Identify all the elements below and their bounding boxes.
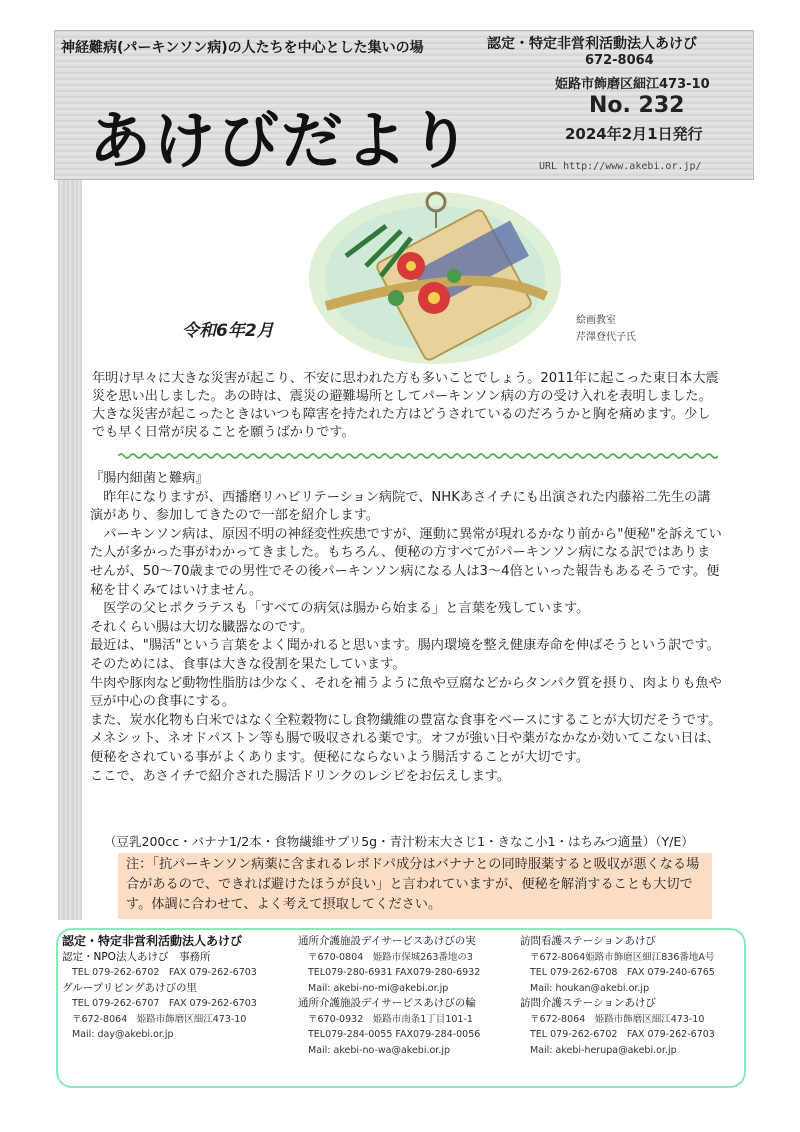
day-service-wa-name: 通所介護施設デイサービスあけびの輪 (298, 997, 476, 1009)
article-heading: 『腸内細菌と難病』 (90, 471, 209, 486)
article-paragraph: 昨年になりますが、西播磨リハビリテーション病院で、NHKあさイチにも出演された内藤裕二先生の講演があり、参加してきたので一部を紹介します。 (90, 489, 711, 524)
footer-org-title: 認定・特定非営利活動法人あけび (62, 934, 243, 948)
wavy-divider (118, 452, 718, 460)
article-paragraph: ここで、あさイチで紹介された腸活ドリンクのレシピをお伝えします。 (90, 768, 511, 784)
footer-column-head-office (62, 934, 257, 1043)
office-name: 認定・NPO法人あけび 事務所 (62, 950, 211, 963)
nursing-station-email[interactable]: Mail: houkan@akebi.or.jp (530, 982, 650, 994)
care-station-address: 〒672-8064 姫路市飾磨区細江473-10 (530, 1013, 705, 1025)
article-paragraph: また、炭水化物も白米ではなく全粒穀物にし食物繊維の豊富な食事をベースにすることが大切だそうです。 (90, 712, 722, 728)
nursing-station-address: 〒672-8064姫路市飾磨区細江836番地A号 (530, 951, 715, 963)
org-address: 姫路市飾磨区細江473-10 (555, 77, 710, 92)
article-paragraph: それくらい腸は大切な臓器なのです。 (90, 619, 314, 635)
article-body (90, 470, 722, 786)
postal-code: 672-8064 (585, 53, 654, 68)
day-service-mi-address: 〒670-0804 姫路市保城263番地の3 (308, 951, 473, 963)
office-phone: TEL 079-262-6702 FAX 079-262-6703 (72, 967, 257, 978)
group-living-phone: TEL 079-262-6707 FAX 079-262-6703 (72, 998, 257, 1009)
article-paragraph: 最近は、"腸活"という言葉をよく聞かれると思います。腸内環境を整え健康寿命を伸ばそうという訳です。そのためには、食事は大きな役割を果たしています。 (90, 638, 720, 672)
caution-note: 注：「抗パーキンソン病薬に含まれるレボドパ成分はバナナとの同時服薬すると吸収が悪くなる場合があるので、できれば避けたほうが良い」と言われていますが、便秘を解消することも大切です。体調に合わせて、よく考えて摂取してください。 (118, 853, 712, 919)
care-station-phone: TEL 079-262-6702 FAX 079-262-6703 (530, 1029, 715, 1040)
contact-footer (56, 928, 746, 1088)
tagline: 神経難病(パーキンソン病)の人たちを中心とした集いの場 (61, 40, 424, 56)
credit-line-2: 芹澤登代子氏 (576, 332, 636, 343)
intro-paragraph: 年明け早々に大きな災害が起こり、不安に思われた方も多いことでしょう。2011年に起こった東日本大震災を思い出しました。あの時は、震災の避難場所としてパーキンソン病の方の受け入れを表明しました。大きな災害が起こったときはいつも障害を持たれた方はどうされているのだろうかと胸を痛めます。少しでも早く日常が戻ることを願うばかりです。 (92, 371, 719, 440)
credit-line-1: 絵画教室 (576, 315, 616, 326)
footer-column-visiting-services (520, 934, 715, 1058)
footer-column-day-services (298, 934, 480, 1058)
day-service-wa-address: 〒670-0932 姫路市南条1丁目101-1 (308, 1013, 473, 1025)
article-paragraph: 医学の父ヒポクラテスも「すべての病気は腸から始まる」と言葉を残しています。 (103, 601, 590, 617)
group-living-address: 〒672-8064 姫路市飾磨区細江473-10 (72, 1013, 247, 1025)
new-year-decoration-illustration (306, 186, 564, 366)
nursing-station-name: 訪問看護ステーションあけび (520, 935, 656, 947)
article-paragraph: パーキンソン病は、原因不明の神経変性疾患ですが、運動に異常が現れるかなり前から"便秘"を訴えていた人が多かった事がわかってきました。もちろん、便秘の方すべてがパーキンソン病になる訳ではありませんが、50〜70歳までの男性でその後パーキンソン病になる人は3〜4倍といった報告もあるそうです。便秘を甘くみてはいけません。 (90, 526, 722, 598)
day-service-mi-name: 通所介護施設デイサービスあけびの実 (298, 935, 476, 947)
day-service-wa-phone: TEL079-284-0055 FAX079-284-0056 (308, 1029, 481, 1040)
website-url[interactable]: URL http://www.akebi.or.jp/ (539, 161, 702, 172)
day-service-mi-phone: TEL079-280-6931 FAX079-280-6932 (308, 967, 481, 978)
month-heading: 令和6年2月 (182, 321, 274, 341)
issue-number: No. 232 (589, 93, 685, 118)
day-service-mi-email[interactable]: Mail: akebi-no-mi@akebi.or.jp (308, 982, 449, 994)
recipe-line: （豆乳200cc・バナナ1/2本・食物繊維サプリ5g・青汁粉末大さじ1・きなこ小1・はちみつ適量）（Y/E） (104, 834, 694, 849)
day-service-wa-email[interactable]: Mail: akebi-no-wa@akebi.or.jp (308, 1044, 451, 1056)
care-station-email[interactable]: Mail: akebi-herupa@akebi.or.jp (530, 1044, 677, 1056)
article-paragraph: 牛肉や豚肉など動物性脂肪は少なく、それを補うように魚や豆腐などからタンパク質を摂り、肉よりも魚や豆が中心の食事にする。 (90, 675, 722, 710)
decorative-stripe (58, 180, 82, 920)
care-station-name: 訪問介護ステーションあけび (520, 997, 656, 1009)
illustration-credit (576, 312, 636, 346)
article-paragraph: メネシット、ネオドパストン等も腸で吸収される薬です。オフが強い日や薬がなかなか効いてこない日は、便秘をされている事がよくあります。便秘にならないよう腸活することが大切です。 (90, 731, 720, 765)
office-email[interactable]: Mail: day@akebi.or.jp (72, 1029, 174, 1040)
issue-date: 2024年2月1日発行 (565, 125, 703, 143)
org-name: 認定・特定非営利活動法人あけび (487, 36, 697, 52)
masthead-header (54, 30, 754, 180)
newsletter-title: あけびだより (89, 104, 474, 177)
nursing-station-phone: TEL 079-262-6708 FAX 079-240-6765 (530, 967, 715, 978)
group-living-name: グループリビングあけびの里 (62, 981, 198, 994)
